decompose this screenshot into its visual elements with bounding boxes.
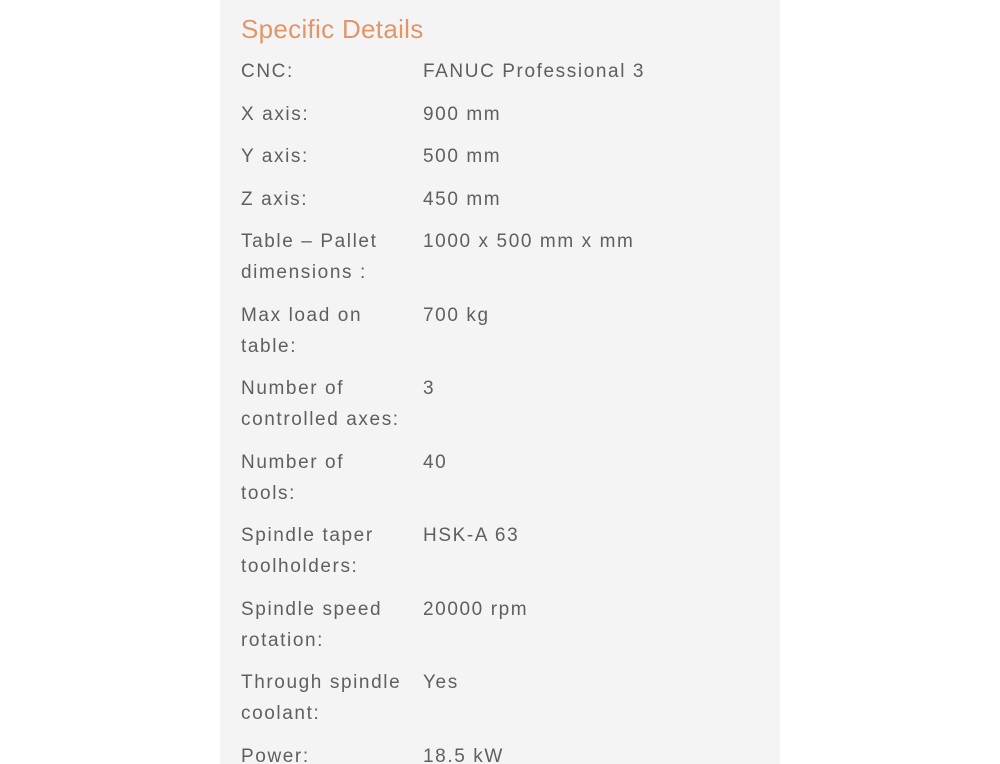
spec-label: Through spindle coolant: [241, 672, 402, 724]
spec-label: Y axis: [241, 146, 309, 167]
spec-label: Spindle taper toolholders: [241, 525, 374, 577]
spec-label: X axis: [241, 103, 310, 125]
spec-row-z-axis [241, 184, 761, 227]
spec-value: Yes [423, 672, 459, 693]
spec-value: 40 [423, 451, 448, 473]
spec-label: Table – Pallet dimensions : [241, 231, 378, 283]
spec-label: Spindle speed rotation: [241, 598, 383, 651]
spec-value: 18.5 kW [423, 745, 504, 764]
spec-list [241, 56, 761, 764]
spec-label: Power: [241, 745, 310, 764]
spec-value: 3 [423, 378, 436, 399]
spec-row-y-axis [241, 141, 761, 184]
spec-value: FANUC Professional 3 [423, 61, 646, 82]
spec-label: Number of tools: [241, 451, 345, 504]
section-title: Specific Details [241, 14, 424, 44]
spec-value: 700 kg [423, 304, 490, 326]
spec-row-spindle-speed [241, 594, 761, 668]
spec-row-max-load [241, 300, 761, 374]
spec-label: Max load on table: [241, 304, 363, 357]
spec-value: 500 mm [423, 146, 502, 167]
spec-row-table-dimensions [241, 226, 761, 300]
spec-label: CNC: [241, 61, 294, 82]
spec-row-cnc [241, 56, 761, 99]
specific-details-panel [220, 0, 780, 764]
spec-value: 1000 x 500 mm x mm [423, 231, 635, 252]
spec-row-power [241, 741, 761, 764]
spec-value: 20000 rpm [423, 598, 529, 620]
spec-row-x-axis [241, 99, 761, 142]
spec-row-controlled-axes [241, 373, 761, 447]
spec-row-through-spindle-coolant [241, 667, 761, 741]
spec-value: 450 mm [423, 188, 502, 210]
spec-value: HSK-A 63 [423, 525, 520, 546]
spec-row-spindle-taper [241, 520, 761, 594]
spec-label: Z axis: [241, 188, 309, 210]
spec-value: 900 mm [423, 103, 502, 125]
spec-label: Number of controlled axes: [241, 378, 400, 430]
spec-row-number-of-tools [241, 447, 761, 521]
